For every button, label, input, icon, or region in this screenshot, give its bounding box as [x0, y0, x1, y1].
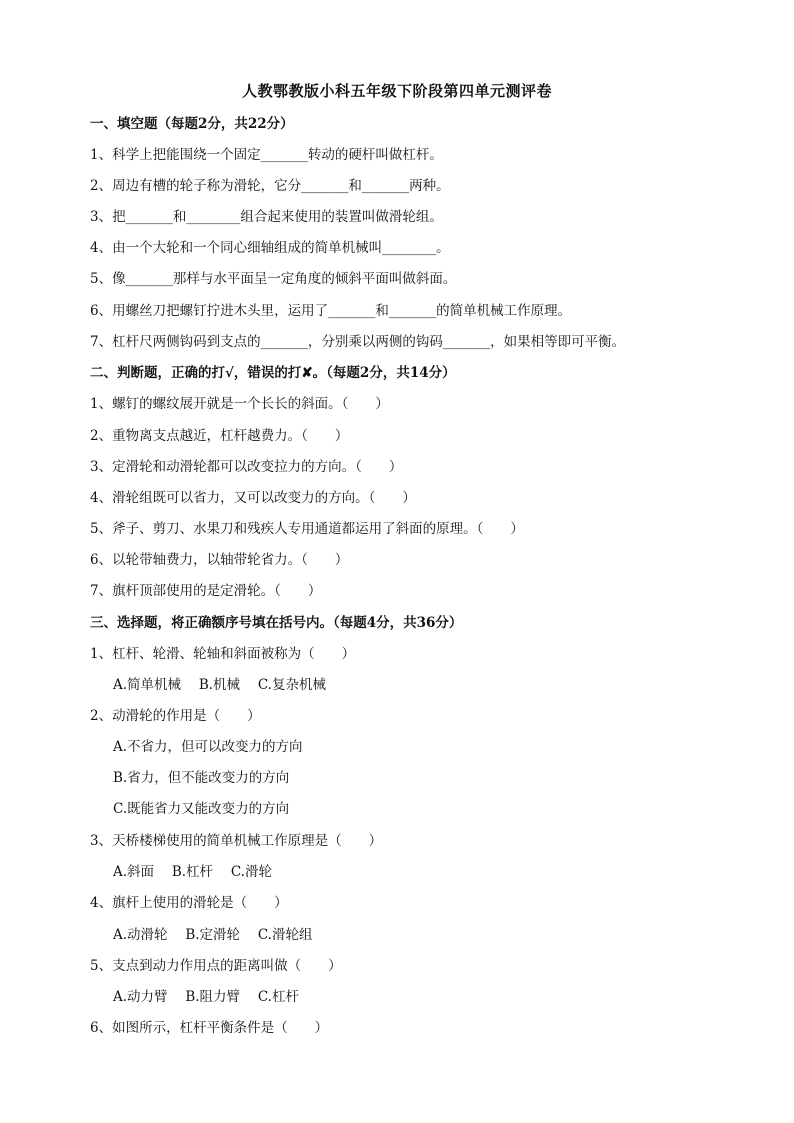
fill-question-5: 5、像_______那样与水平面呈一定角度的倾斜平面叫做斜面。	[90, 271, 457, 287]
choice-question-5-options: A.动力臂 B.阻力臂 C.杠杆	[113, 989, 299, 1005]
judge-question-2: 2、重物离支点越近，杠杆越费力。（ ）	[90, 428, 349, 444]
choice-question-2-option-c: C.既能省力又能改变力的方向	[113, 801, 290, 817]
fill-question-1: 1、科学上把能围绕一个固定_______转动的硬杆叫做杠杆。	[90, 147, 443, 163]
judge-question-4: 4、滑轮组既可以省力，又可以改变力的方向。（ ）	[90, 490, 416, 506]
choice-question-3: 3、天桥楼梯使用的简单机械工作原理是（ ）	[90, 833, 383, 849]
judge-question-5: 5、斧子、剪刀、水果刀和残疾人专用通道都运用了斜面的原理。（ ）	[90, 521, 524, 537]
choice-question-3-options: A.斜面 B.杠杆 C.滑轮	[113, 864, 272, 880]
choice-question-2-option-a: A.不省力，但可以改变力的方向	[113, 739, 303, 755]
fill-question-3: 3、把_______和________组合起来使用的装置叫做滑轮组。	[90, 209, 443, 225]
fill-question-2: 2、周边有槽的轮子称为滑轮，它分_______和_______两种。	[90, 178, 450, 194]
choice-question-1: 1、杠杆、轮滑、轮轴和斜面被称为（ ）	[90, 646, 356, 662]
judge-question-3: 3、定滑轮和动滑轮都可以改变拉力的方向。（ ）	[90, 459, 403, 475]
fill-question-7: 7、杠杆尺两侧钩码到支点的_______，分别乘以两侧的钩码_______，如果相等即可平衡。	[90, 334, 626, 350]
choice-question-4-options: A.动滑轮 B.定滑轮 C.滑轮组	[113, 927, 313, 943]
section3-heading: 三、选择题，将正确额序号填在括号内。（每题4分，共36分）	[90, 615, 463, 631]
choice-question-2-option-b: B.省力，但不能改变力的方向	[113, 770, 290, 786]
choice-question-6: 6、如图所示，杠杆平衡条件是（ ）	[90, 1020, 329, 1036]
section1-heading: 一、填空题（每题2分，共22分）	[90, 116, 294, 132]
judge-question-1: 1、螺钉的螺纹展开就是一个长长的斜面。（ ）	[90, 396, 389, 412]
fill-question-4: 4、由一个大轮和一个同心细轴组成的简单机械叫________。	[90, 240, 450, 256]
choice-question-4: 4、旗杆上使用的滑轮是（ ）	[90, 895, 288, 911]
judge-question-7: 7、旗杆顶部使用的是定滑轮。（ ）	[90, 583, 322, 599]
section2-heading: 二、判断题，正确的打√，错误的打✘。（每题2分，共14分）	[90, 365, 456, 381]
choice-question-5: 5、支点到动力作用点的距离叫做（ ）	[90, 958, 342, 974]
fill-question-6: 6、用螺丝刀把螺钉拧进木头里，运用了_______和_______的简单机械工作原理。	[90, 303, 572, 319]
choice-question-2: 2、动滑轮的作用是（ ）	[90, 708, 261, 724]
judge-question-6: 6、以轮带轴费力，以轴带轮省力。（ ）	[90, 552, 349, 568]
choice-question-1-options: A.简单机械 B.机械 C.复杂机械	[113, 677, 326, 693]
exam-title: 人教鄂教版小科五年级下阶段第四单元测评卷	[241, 82, 552, 100]
